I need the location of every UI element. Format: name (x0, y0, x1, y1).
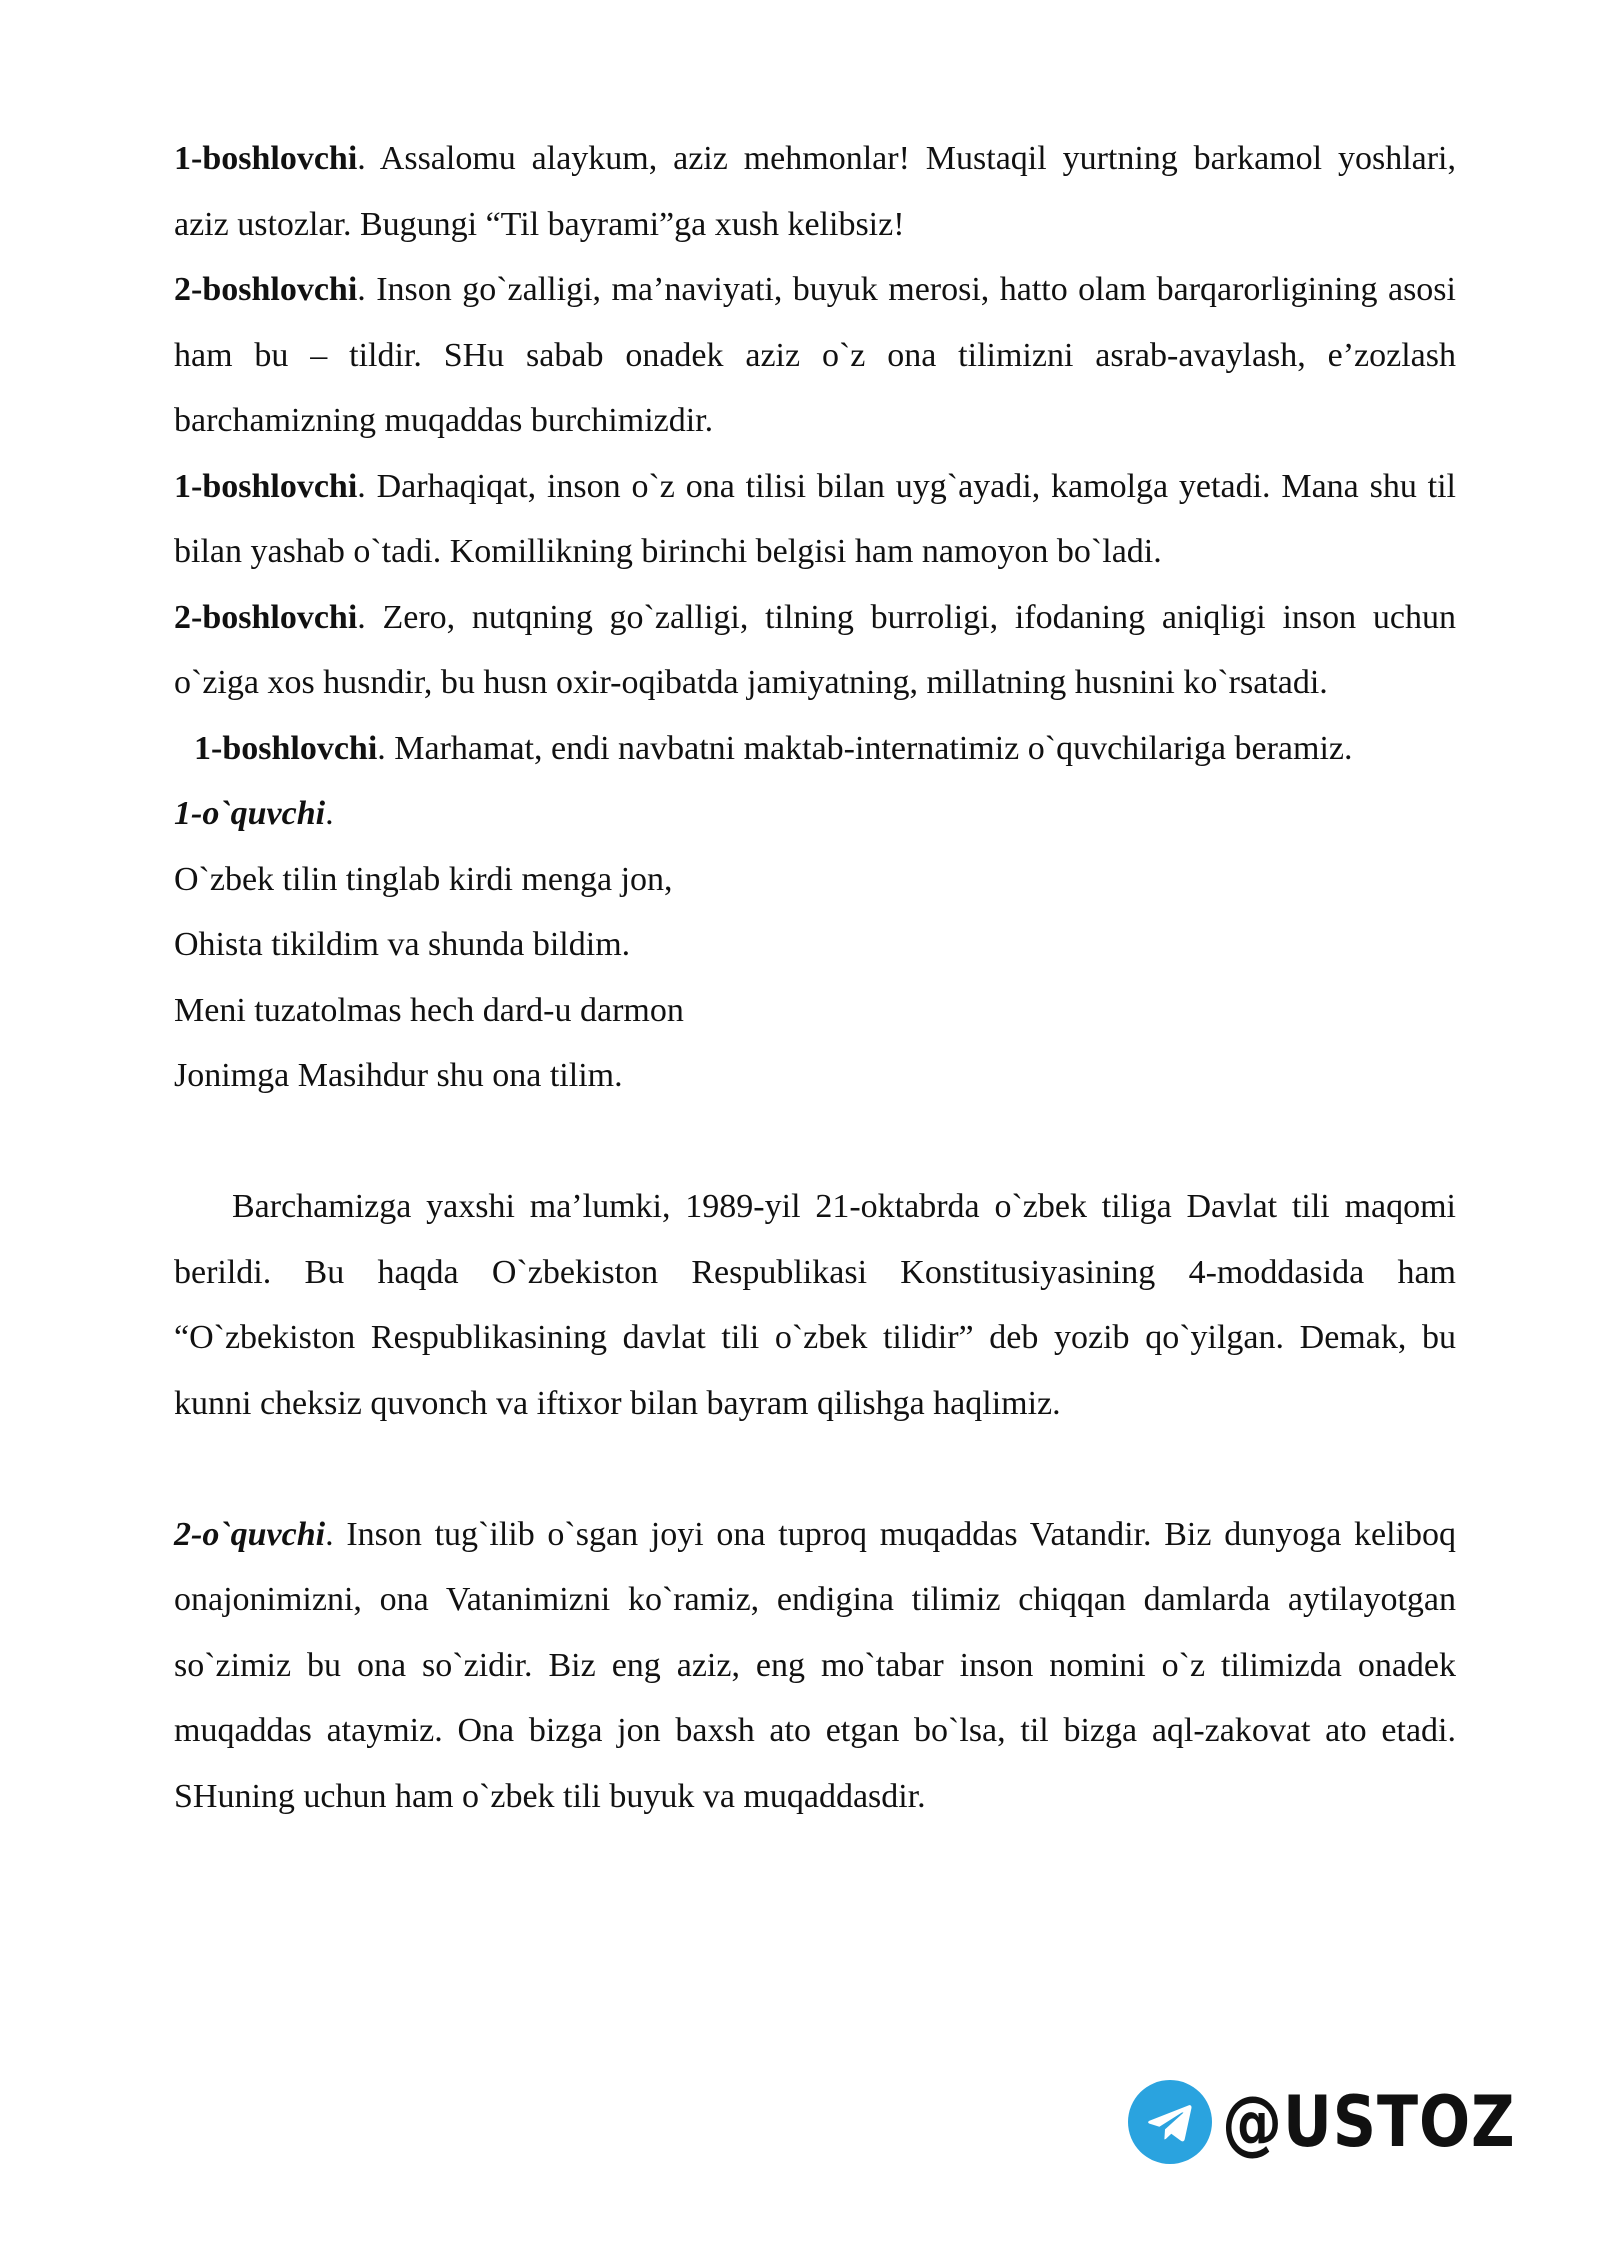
paragraph-5 (174, 716, 1456, 782)
student-2-paragraph (174, 1502, 1456, 1830)
paragraph-text: . Inson tug`ilib o`sgan joyi ona tuproq muqaddas Vatandir. Biz dunyoga keliboq onajonimizni, ona Vatanimizni ko`ramiz, endigina tilimiz chiqqan damlarda aytilayotgan so`zimiz bu ona so`zidir. Biz eng aziz, eng mo`tabar inson nomini o`z tilimizda onadek muqaddas ataymiz. Ona bizga jon baxsh ato etgan bo`lsa, til bizga aql-zakovat ato etadi. SHuning uchun ham o`zbek tili buyuk va muqaddasdir. (174, 1515, 1456, 1815)
watermark-text: @USTOZ (1222, 2081, 1516, 2163)
paragraph-text: . Darhaqiqat, inson o`z ona tilisi bilan uyg`ayadi, kamolga yetadi. Mana shu til bilan yashab o`tadi. Komillikning birinchi belgisi ham namoyon bo`ladi. (174, 467, 1456, 570)
watermark (1128, 2080, 1563, 2164)
paragraph-text: . Assalomu alaykum, aziz mehmonlar! Mustaqil yurtning barkamol yoshlari, aziz ustozlar. Bugungi “Til bayrami”ga xush kelibsiz! (174, 140, 1456, 243)
student-suffix: . (325, 795, 334, 832)
student-label: 1-o`quvchi (174, 795, 326, 832)
paragraph-4 (174, 585, 1456, 716)
document-page (174, 126, 1456, 1829)
student-1-heading (174, 781, 1456, 847)
telegram-icon (1128, 2080, 1212, 2164)
poem-line: O`zbek tilin tinglab kirdi menga jon, (174, 860, 673, 898)
paragraph-6: Barchamizga yaxshi ma’lumki, 1989-yil 21-oktabrda o`zbek tiliga Davlat tili maqomi berildi. Bu haqda O`zbekiston Respublikasi Konstitusiyasining 4-moddasida ham “O`zbekiston Respublikasining davlat tili o`zbek tilidir” deb yozib qo`yilgan. Demak, bu kunni cheksiz quvonch va iftixor bilan bayram qilishga haqlimiz. (174, 1188, 1456, 1422)
paragraph-1 (174, 126, 1456, 257)
paragraph-2 (174, 257, 1456, 454)
poem-line: Ohista tikildim va shunda bildim. (174, 926, 631, 963)
paragraph-text: . Marhamat, endi navbatni maktab-internatimiz o`quvchilariga beramiz. (377, 729, 1353, 767)
paragraph-3 (174, 454, 1456, 585)
poem-line: Jonimga Masihdur shu ona tilim. (174, 1057, 623, 1094)
speaker-label: 1-boshlovchi (174, 467, 358, 505)
speaker-label: 1-boshlovchi (194, 729, 378, 767)
speaker-label: 2-boshlovchi (174, 598, 358, 636)
speaker-label: 2-boshlovchi (174, 271, 358, 308)
paragraph-text: . Zero, nutqning go`zalligi, tilning burroligi, ifodaning aniqligi inson uchun o`ziga xos husndir, bu husn oxir-oqibatda jamiyatning, millatning husnini ko`rsatadi. (174, 598, 1456, 701)
poem-line: Meni tuzatolmas hech dard-u darmon (174, 991, 684, 1029)
blank-line (174, 1436, 1456, 1502)
student-label: 2-o`quvchi (174, 1515, 326, 1553)
paragraph-text: . Inson go`zalligi, ma’naviyati, buyuk merosi, hatto olam barqarorligining asosi ham bu – tildir. SHu sabab onadek aziz o`z ona tilimizni asrab-avaylash, e’zozlash barchamizning muqaddas burchimizdir. (174, 271, 1456, 439)
poem (174, 847, 1456, 1109)
speaker-label: 1-boshlovchi (174, 140, 358, 177)
blank-line (174, 1109, 1456, 1175)
